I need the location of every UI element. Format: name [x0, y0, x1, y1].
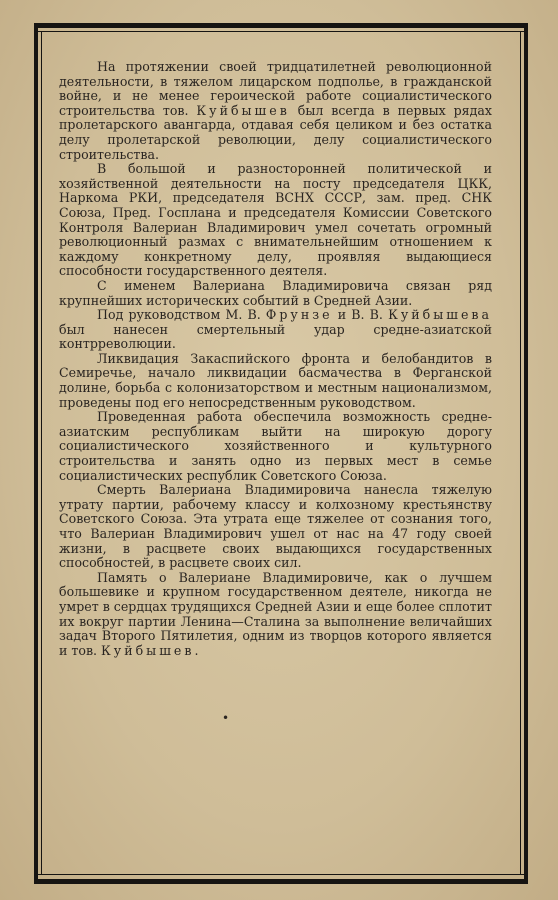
paragraph [59, 279, 492, 308]
spaced-name: Куйбышева [388, 307, 492, 323]
border-rule-right [524, 23, 528, 884]
text-run: На протяжении своей тридцатилетней революционной деятельности, в тяжелом лицарском подполье, в гражданской войне, и не менее героической работе социалистического строительства тов. [59, 59, 492, 118]
paragraph [59, 483, 492, 571]
text-run: В большой и разносторонней политической и хозяйственной деятельности на посту председателя ЦКК, Наркома РКИ, председателя ВСНХ СССР, зам. пред. СНК Союза, Пред. Госплана и председателя Комиссии Советского Контроля Валериан Владимирович умел сочетать огромный революционный размах с внимательнейшим отношением к каждому конкретному делу, проявляя выдающиеся способности государственного деятеля. [59, 161, 492, 279]
paragraph [59, 410, 492, 483]
text-run: и В. В. [332, 307, 389, 323]
border-rule-left [34, 23, 38, 884]
border-rule-top [34, 23, 528, 28]
text-run: был всегда в первых рядах пролетарского авангарда, отдавая себя целиком и без остатка делу пролетарской революции, делу социалистического строительства. [59, 102, 492, 162]
paragraph [59, 162, 492, 279]
text-run: Память о Валериане Владимировиче, как о лучшем большевике и крупном государственном деятеле, никогда не умрет в сердцах трудящихся Средней Азии и еще более сплотит их вокруг партии Ленина—Сталина за выполнение величайших задач Второго Пятилетия, одним из творцов которого является и тов. [59, 569, 492, 658]
border-rule-right-thin [520, 32, 521, 874]
text-run: С именем Валериана Владимировича связан ряд крупнейших исторических событий в Средней Азии. [59, 277, 492, 308]
body-text [59, 60, 492, 658]
spaced-name: Куйбышев [196, 102, 290, 118]
paragraph [59, 60, 492, 162]
ornament-dot: • [222, 711, 230, 725]
paragraph [59, 352, 492, 410]
text-run: Проведенная работа обеспечила возможность средне-азиатским республикам выйти на широкую дорогу социалистического хозяйственного и культурного строительства и занять одно из первых мест в семье социалистических республик Советского Союза. [59, 409, 492, 483]
spaced-name: Куйбышев. [101, 642, 202, 658]
paragraph [59, 308, 492, 352]
text-run: Под руководством М. В. [97, 307, 266, 323]
border-rule-top-thin [34, 31, 528, 32]
border-rule-bottom [34, 879, 528, 884]
border-rule-bottom-thin [34, 874, 528, 875]
spaced-name: Фрунзе [265, 307, 333, 323]
paragraph [59, 571, 492, 659]
text-run: Смерть Валериана Владимировича нанесла тяжелую утрату партии, рабочему классу и колхозному крестьянству Советского Союза. Эта утрата еще тяжелее от сознания того, что Валериан Владимирович ушел от нас на 47 году своей жизни, в расцвете своих выдающихся государственных способностей, в расцвете своих сил. [59, 482, 492, 571]
border-rule-left-thin [41, 32, 42, 874]
text-run: был нанесен смертельный удар средне-азиатской контрреволюции. [59, 321, 492, 352]
text-run: Ликвидация Закаспийского фронта и белобандитов в Семиречье, начало ликвидации басмачества в Ферганской долине, борьба с колонизаторством и местным национализмом, проведены под его непосредственным руководством. [59, 350, 492, 410]
